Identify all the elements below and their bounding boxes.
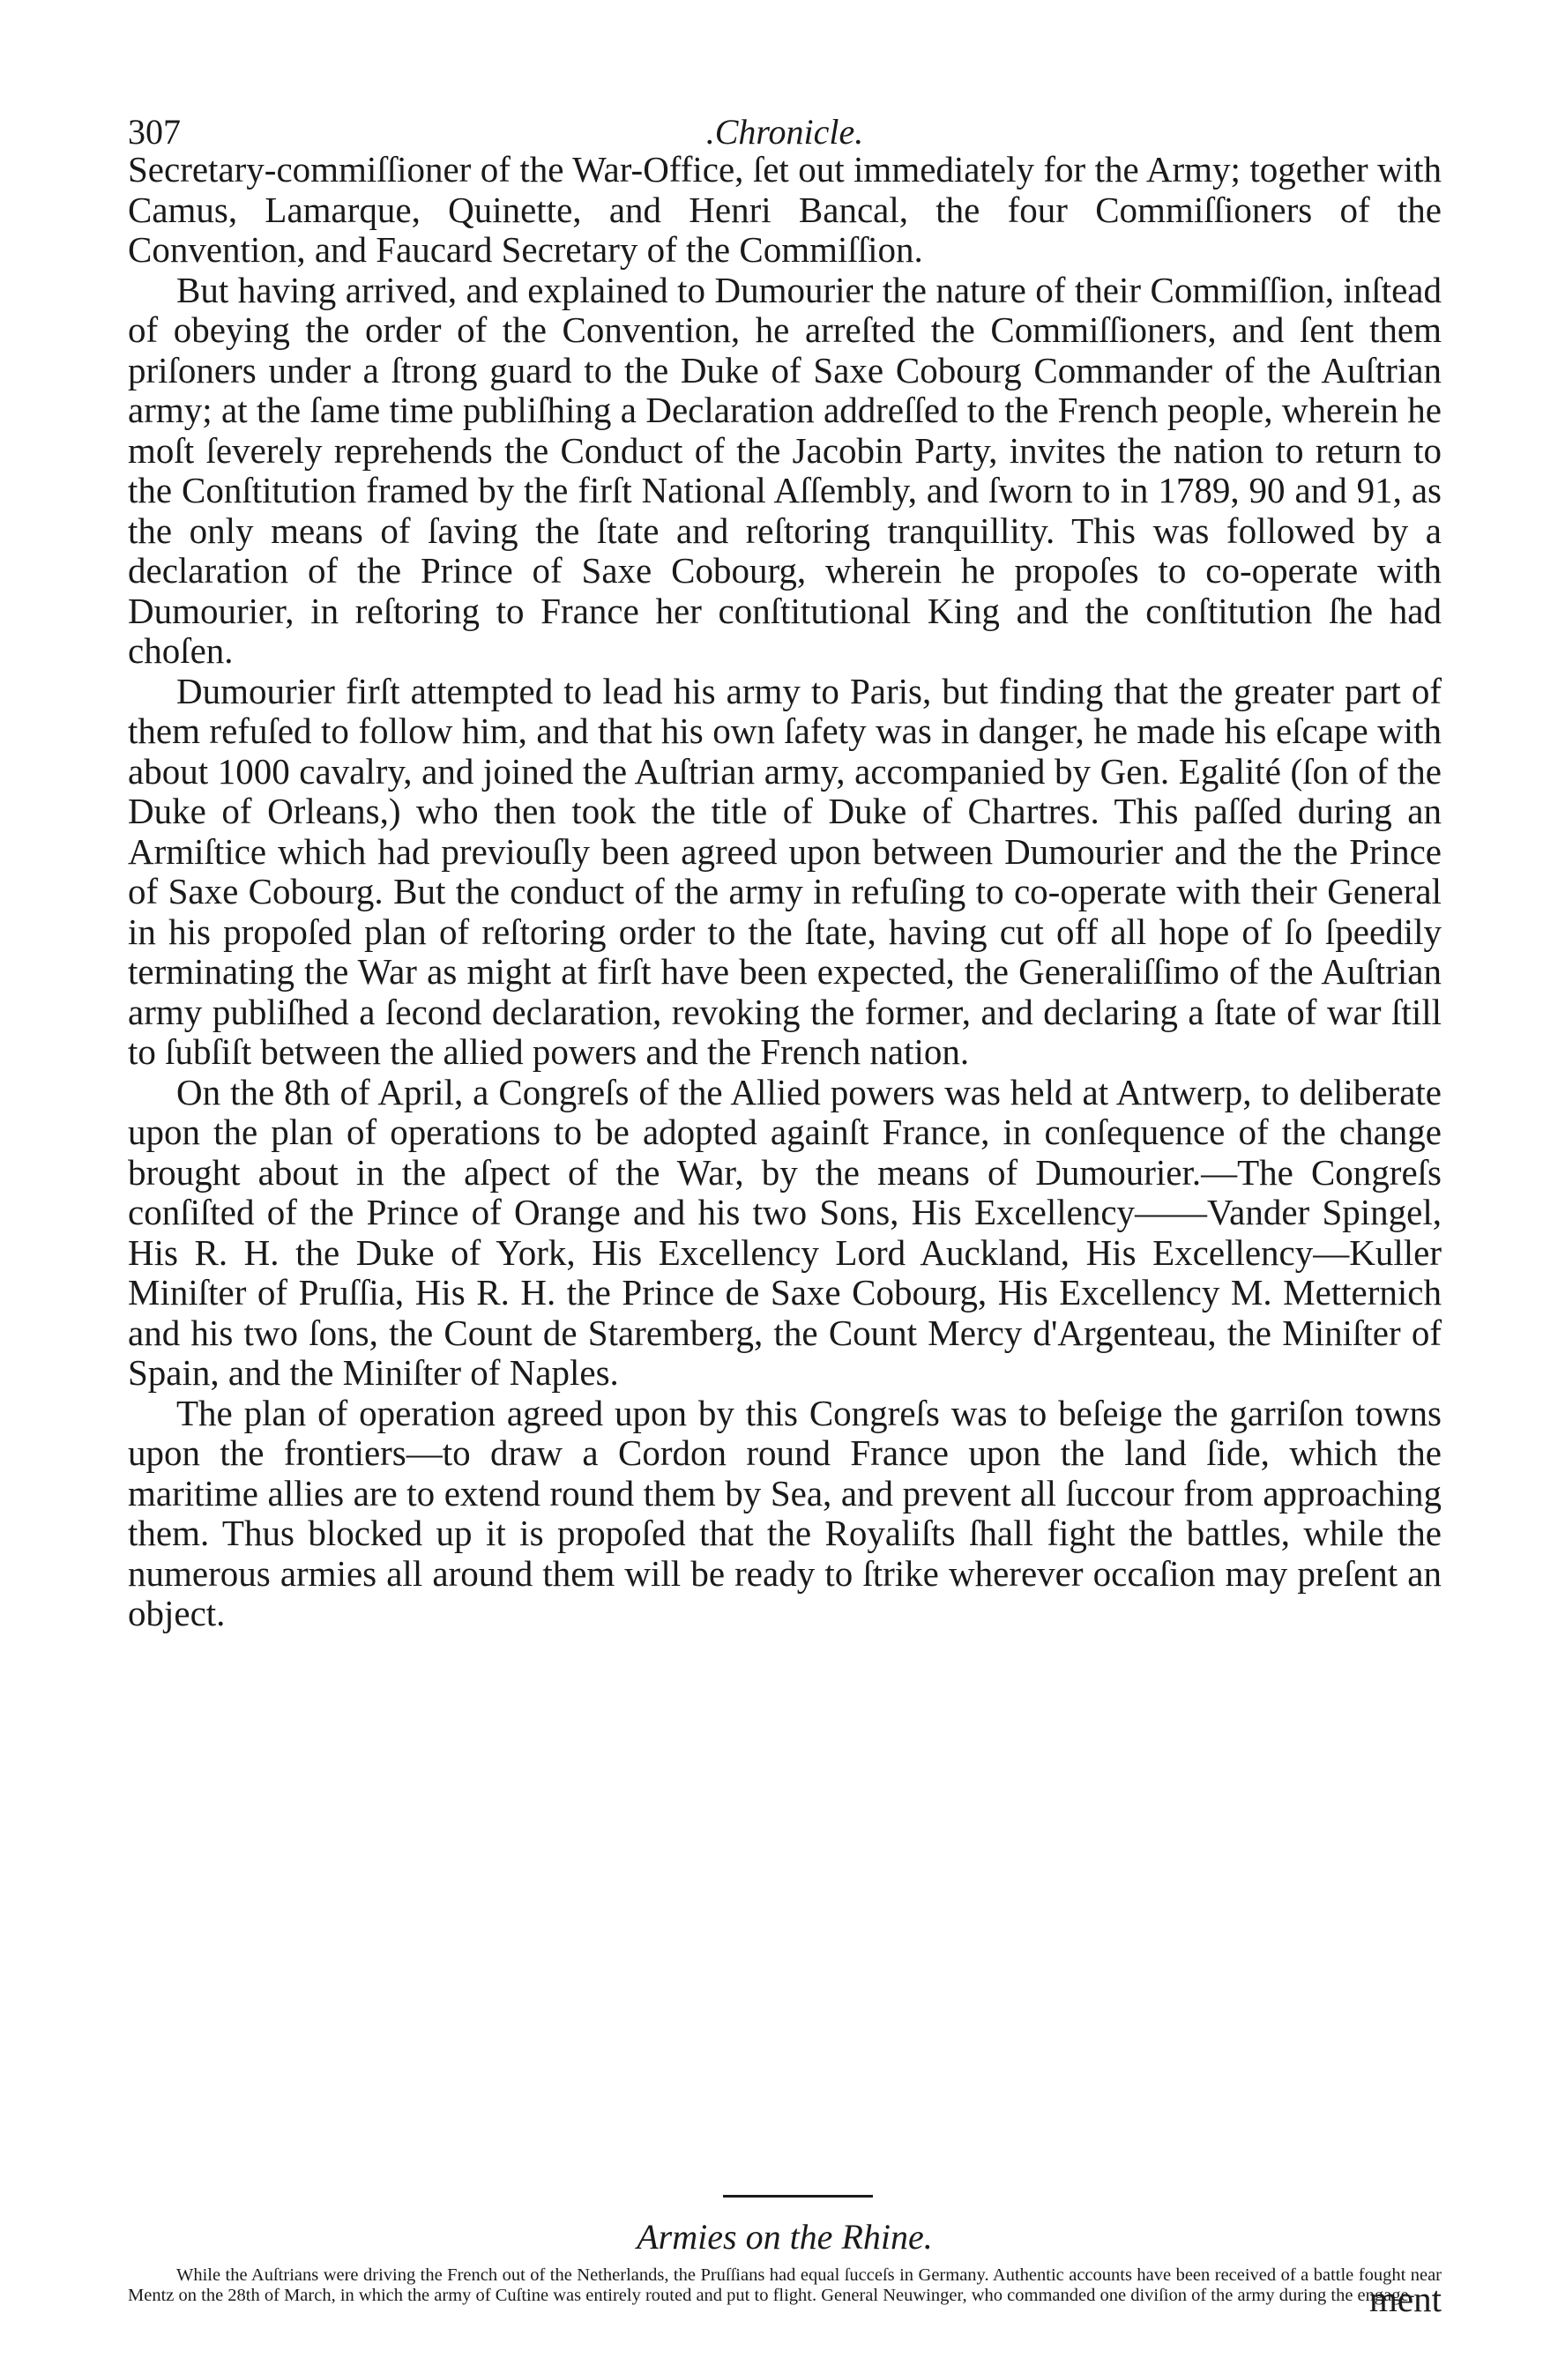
- paragraph: The plan of operation agreed upon by this Congreſs was to beſeige the garriſon towns upon the frontiers—to draw a Cordon round France upon the land ſide, which the maritime allies are to extend round them by Sea, and prevent all ſuccour from approaching them. Thus blocked up it is propoſed that the Royaliſts ſhall fight the battles, while the numerous armies all around them will be ready to ſtrike wherever occaſion may preſent an object.: [128, 1392, 1442, 1633]
- section-text: [128, 2265, 1442, 2306]
- paragraph: Dumourier firſt attempted to lead his army to Paris, but finding that the greater part of them refuſed to follow him, and that his own ſafety was in danger, he made his eſcape with about 1000 cavalry, and joined the Auſtrian army, accompanied by Gen. Egalité (ſon of the Duke of Orleans,) who then took the title of Duke of Chartres. This paſſed during an Armiſtice which had previouſly been agreed upon between Dumourier and the the Prince of Saxe Cobourg. But the conduct of the army in refuſing to co-operate with their General in his propoſed plan of reſtoring order to the ſtate, having cut off all hope of ſo ſpeedily terminating the War as might at firſt have been expected, the Generaliſſimo of the Auſtrian army publiſhed a ſecond declaration, revoking the former, and declaring a ſtate of war ſtill to ſubſiſt between the allied powers and the French nation.: [128, 670, 1442, 1072]
- running-head: .Chronicle.: [705, 112, 864, 152]
- paragraph: On the 8th of April, a Congreſs of the Allied powers was held at Antwerp, to deliberate upon the plan of operations to be adopted againſt France, in conſequence of the change brought about in the aſpect of the War, by the means of Dumourier.—The Congreſs conſiſted of the Prince of Orange and his two Sons, His Excellency——Vander Spingel, His R. H. the Duke of York, His Excellency Lord Auckland, His Excellency—Kuller Miniſter of Pruſſia, His R. H. the Prince de Saxe Cobourg, His Excellency M. Metternich and his two ſons, the Count de Staremberg, the Count Mercy d'Argenteau, the Miniſter of Spain, and the Miniſter of Naples.: [128, 1071, 1442, 1393]
- catchword: ment: [1369, 2279, 1442, 2319]
- chronicle-text: [128, 150, 1442, 1634]
- page-number: 307: [128, 112, 181, 152]
- paragraph: But having arrived, and explained to Dumourier the nature of their Commiſſion, inſtead of obeying the order of the Convention, he arreſted the Commiſſioners, and ſent them priſoners under a ſtrong guard to the Duke of Saxe Cobourg Commander of the Auſtrian army; at the ſame time publiſhing a Declaration addreſſed to the French people, wherein he moſt ſeverely reprehends the Conduct of the Jacobin Party, invites the nation to return to the Conſtitution framed by the firſt National Aſſembly, and ſworn to in 1789, 90 and 91, as the only means of ſaving the ſtate and reſtoring tranquillity. This was followed by a declaration of the Prince of Saxe Cobourg, wherein he propoſes to co-operate with Dumourier, in reſtoring to France her conſtitutional King and the conſtitution ſhe had choſen.: [128, 269, 1442, 671]
- paragraph: Secretary-commiſſioner of the War-Office, ſet out immediately for the Army; together with Camus, Lamarque, Quinette, and Henri Bancal, the four Commiſſioners of the Convention, and Faucard Secretary of the Commiſſion.: [128, 149, 1442, 270]
- section-divider: [723, 2195, 873, 2198]
- paragraph: While the Auſtrians were driving the French out of the Netherlands, the Pruſſians had equal ſucceſs in Germany. Authentic accounts have been received of a battle fought near Mentz on the 28th of March, in which the army of Cuſtine was entirely routed and put to flight. General Neuwinger, who commanded one diviſion of the army during the engage-: [128, 2265, 1442, 2305]
- section-heading: Armies on the Rhine.: [637, 2217, 933, 2257]
